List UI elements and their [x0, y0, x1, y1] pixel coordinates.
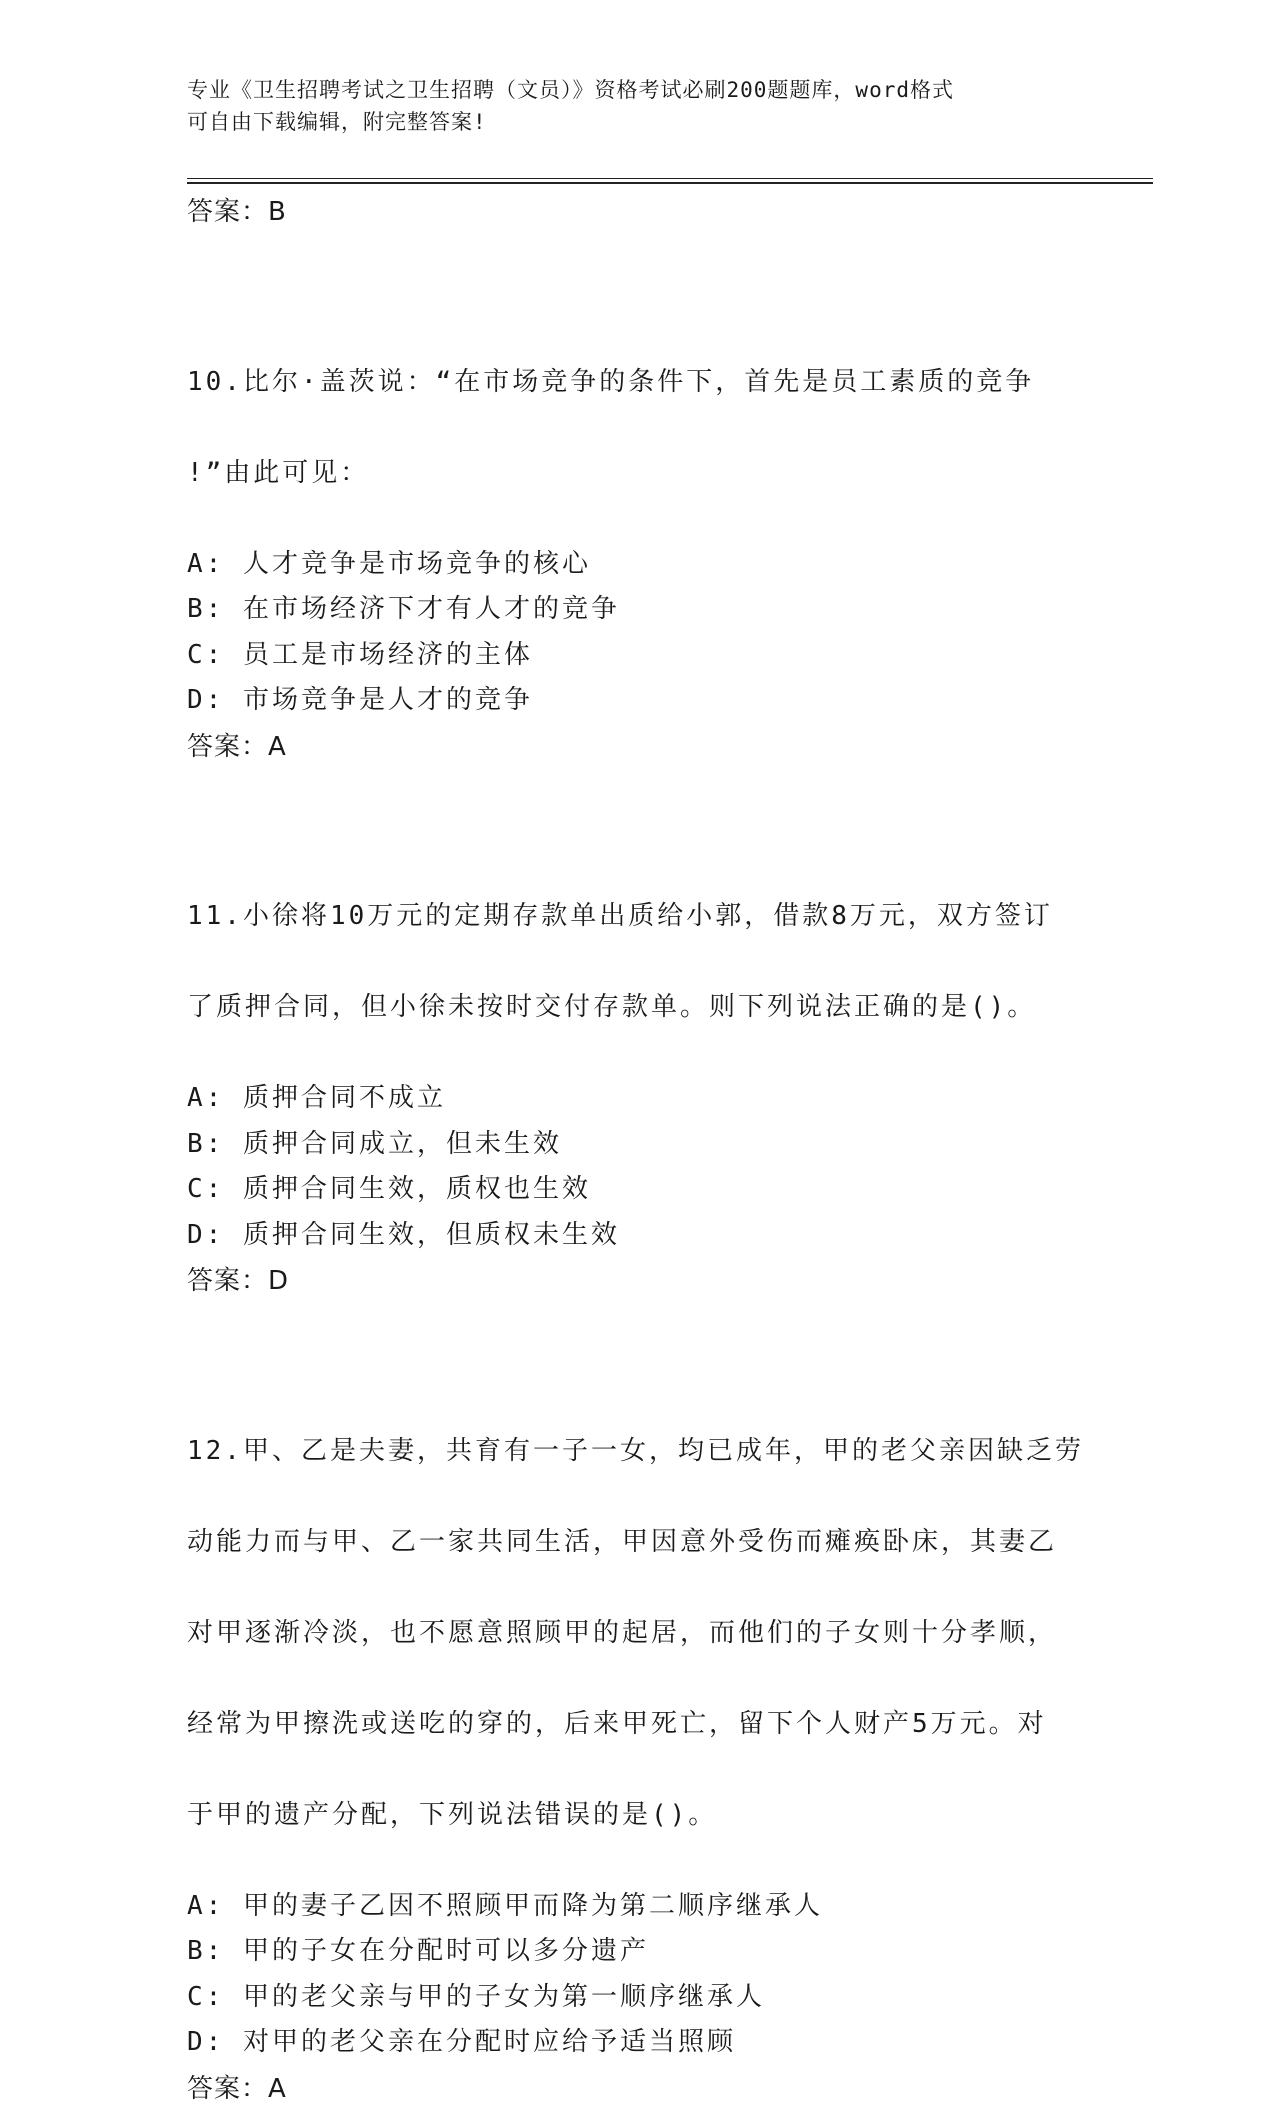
- stem-line: 了质押合同，但小徐未按时交付存款单。则下列说法正确的是()。: [187, 992, 1037, 1022]
- stem-line: 12.甲、乙是夫妻，共育有一子一女，均已成年，甲的老父亲因缺乏劳: [187, 1435, 1084, 1466]
- option-b: B: 质押合同成立，但未生效: [187, 1128, 562, 1159]
- page-header: [187, 74, 1067, 138]
- answer: 答案：A: [187, 2073, 287, 2104]
- spacer: [187, 1304, 1087, 1383]
- header-line-1: 专业《卫生招聘考试之卫生招聘（文员）》资格考试必刷200题题库，word格式: [187, 78, 954, 102]
- answer: 答案：A: [187, 731, 287, 762]
- header-line-2: 可自由下载编辑，附完整答案!: [187, 110, 487, 134]
- spacer: [187, 235, 1087, 314]
- stem-line: 于甲的遗产分配，下列说法错误的是()。: [187, 1799, 718, 1830]
- stem-line: !”由此可见：: [187, 457, 370, 488]
- stem-line: 11.小徐将10万元的定期存款单出质给小郭，借款8万元，双方签订: [187, 901, 1053, 931]
- option-c: C: 甲的老父亲与甲的子女为第一顺序继承人: [187, 1981, 765, 2012]
- question-list: [187, 189, 1087, 2112]
- answer: 答案：D: [187, 1266, 290, 1296]
- option-d: D: 对甲的老父亲在分配时应给予适当照顾: [187, 2027, 736, 2057]
- option-d: D: 质押合同生效，但质权未生效: [187, 1219, 620, 1250]
- question-10: [187, 314, 1087, 770]
- spacer: [187, 770, 1087, 849]
- stem-line: 对甲逐渐冷淡，也不愿意照顾甲的起居，而他们的子女则十分孝顺，: [187, 1617, 1058, 1648]
- option-b: B: 甲的子女在分配时可以多分遗产: [187, 1936, 649, 1966]
- option-a: A: 甲的妻子乙因不照顾甲而降为第二顺序继承人: [187, 1890, 823, 1921]
- question-11: [187, 849, 1087, 1305]
- option-b: B: 在市场经济下才有人才的竞争: [187, 594, 620, 624]
- option-a: A: 质押合同不成立: [187, 1083, 446, 1113]
- header-divider-thick: [187, 182, 1153, 184]
- option-a: A: 人才竞争是市场竞争的核心: [187, 548, 591, 579]
- question-stem: [187, 1383, 1087, 1884]
- question-12: [187, 1383, 1087, 2112]
- question-stem: [187, 314, 1087, 542]
- header-divider-thin: [187, 178, 1153, 179]
- question-stem: [187, 849, 1087, 1077]
- option-c: C: 员工是市场经济的主体: [187, 639, 533, 670]
- option-c: C: 质押合同生效，质权也生效: [187, 1174, 591, 1204]
- option-d: D: 市场竞争是人才的竞争: [187, 685, 533, 715]
- stem-line: 动能力而与甲、乙一家共同生活，甲因意外受伤而瘫痪卧床，其妻乙: [187, 1526, 1058, 1557]
- stem-line: 经常为甲擦洗或送吃的穿的，后来甲死亡，留下个人财产5万元。对: [187, 1708, 1047, 1739]
- stem-line: 10.比尔·盖茨说：“在市场竞争的条件下，首先是员工素质的竞争: [187, 366, 1035, 397]
- answer-previous: 答案：B: [187, 197, 287, 227]
